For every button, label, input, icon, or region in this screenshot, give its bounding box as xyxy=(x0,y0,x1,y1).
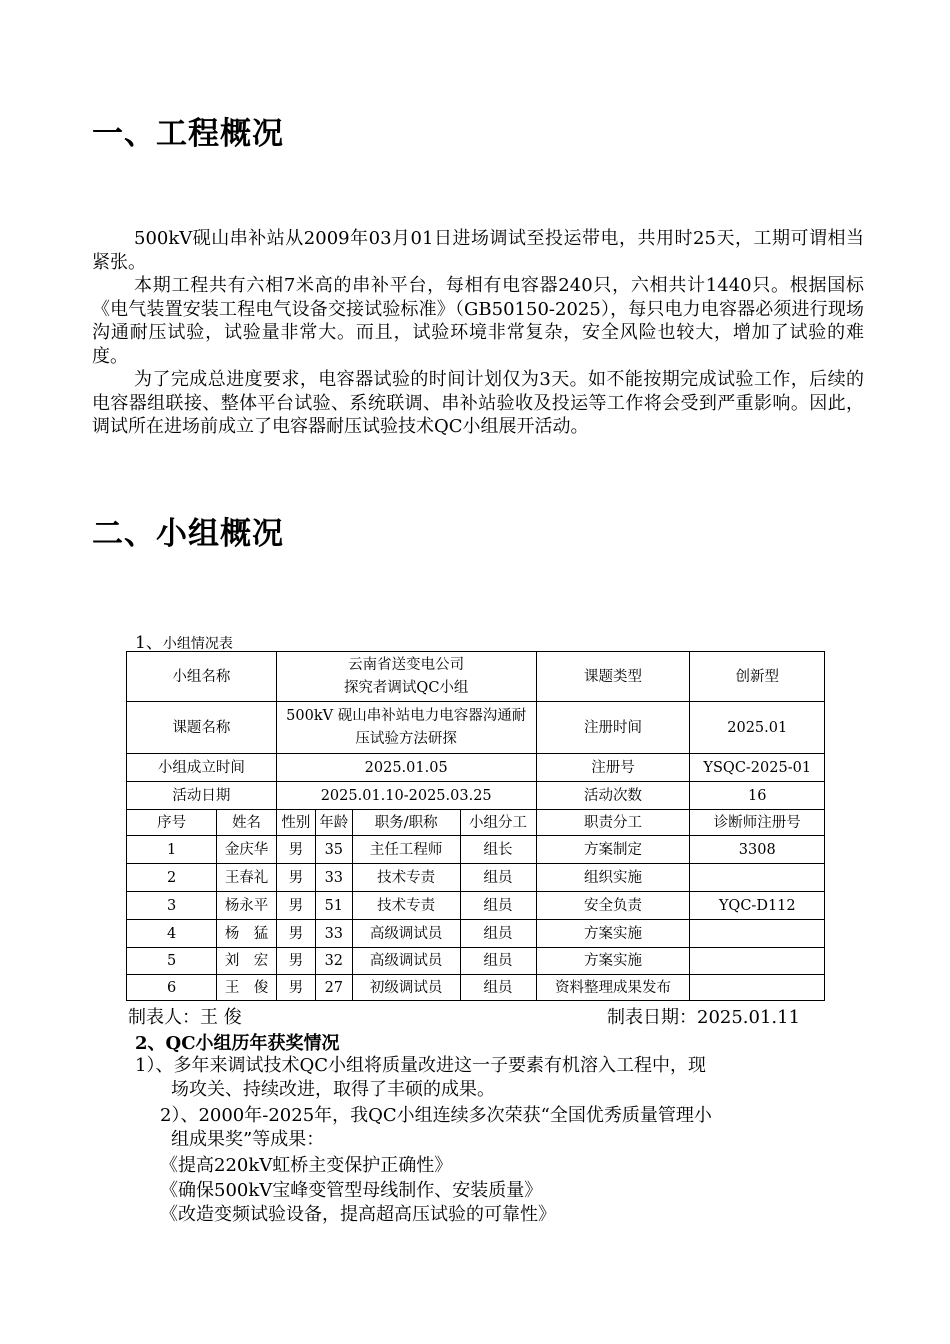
table-cell: 组员 xyxy=(460,864,536,892)
reg-no-value: YSQC-2025-01 xyxy=(690,754,825,782)
table-cell: 王春礼 xyxy=(217,864,277,892)
paragraph: 本期工程共有六相7米高的串补平台，每相有电容器240只，六相共计1440只。根据国标《电气装置安装工程电气设备交接试验标准》（GB50150-2025），每只电力电容器必须进行现场沟通耐压试验，试验量非常大。而且，试验环境非常复杂，安全风险也较大，增加了试验的难度。 xyxy=(92,275,864,367)
awards-item-1-line-1: 1）、多年来调试技术QC小组将质量改进这一子要素有机溶入工程中，现 xyxy=(135,1055,706,1076)
table-cell: 男 xyxy=(276,892,315,920)
activity-date-label: 活动日期 xyxy=(127,782,277,810)
table-row xyxy=(127,782,825,810)
group-name-line: 云南省送变电公司 xyxy=(348,656,465,673)
founded-value: 2025.01.05 xyxy=(276,754,536,782)
table-cell: 王 俊 xyxy=(217,975,277,1001)
member-row xyxy=(127,948,825,975)
table-cell: 资料整理成果发布 xyxy=(536,975,690,1001)
table-row xyxy=(127,754,825,782)
table-cell: 技术专责 xyxy=(352,864,460,892)
paragraph: 为了完成总进度要求，电容器试验的时间计划仅为3天。如不能按期完成试验工作，后续的电容器组联接、整体平台试验、系统联调、串补站验收及投运等工作将会受到严重影响。因此，调试所在进场前成立了电容器耐压试验技术QC小组展开活动。 xyxy=(92,369,864,437)
award-title: 《确保500kV宝峰变管型母线制作、安装质量》 xyxy=(160,1180,543,1201)
group-name-value xyxy=(276,652,536,702)
table-cell: 组长 xyxy=(460,836,536,864)
table-cell: 技术专责 xyxy=(352,892,460,920)
table-caption xyxy=(135,628,233,653)
member-header-row xyxy=(127,810,825,836)
table-cell xyxy=(690,975,825,1001)
table-cell: 33 xyxy=(315,864,352,892)
table-cell: 金庆华 xyxy=(217,836,277,864)
prepared-by: 制表人：王 俊 xyxy=(128,1007,242,1028)
table-cell: 组员 xyxy=(460,948,536,975)
table-cell: 组员 xyxy=(460,892,536,920)
table-cell: 组员 xyxy=(460,920,536,948)
table-cell: 高级调试员 xyxy=(352,920,460,948)
group-info-table xyxy=(126,651,825,1001)
table-cell: 方案制定 xyxy=(536,836,690,864)
section-title-project-overview: 一、工程概况 xyxy=(92,116,284,152)
member-row xyxy=(127,892,825,920)
table-cell xyxy=(690,948,825,975)
table-cell: 35 xyxy=(315,836,352,864)
paragraph: 500kV砚山串补站从2009年03月01日进场调试至投运带电，共用时25天，工期可谓相当紧张。 xyxy=(92,228,864,273)
founded-label: 小组成立时间 xyxy=(127,754,277,782)
table-row xyxy=(127,652,825,702)
reg-time-value: 2025.01 xyxy=(690,702,825,754)
table-cell: 安全负责 xyxy=(536,892,690,920)
awards-item-2-line-1: 2）、2000年-2025年，我QC小组连续多次荣获“全国优秀质量管理小 xyxy=(160,1105,712,1126)
table-cell: 5 xyxy=(127,948,217,975)
table-cell: 32 xyxy=(315,948,352,975)
table-caption-number: 1、 xyxy=(135,633,163,653)
table-cell: 6 xyxy=(127,975,217,1001)
prepared-date: 制表日期：2025.01.11 xyxy=(607,1007,801,1028)
topic-name-line: 500kV 砚山串补站电力电容器沟通耐 xyxy=(286,707,527,724)
activity-date-value: 2025.01.10-2025.03.25 xyxy=(276,782,536,810)
table-cell: 男 xyxy=(276,864,315,892)
table-cell: 高级调试员 xyxy=(352,948,460,975)
topic-name-line: 压试验方法研探 xyxy=(355,730,457,747)
topic-type-label: 课题类型 xyxy=(536,652,690,702)
table-cell: 男 xyxy=(276,836,315,864)
table-cell: 初级调试员 xyxy=(352,975,460,1001)
table-row xyxy=(127,702,825,754)
column-header: 职务/职称 xyxy=(352,810,460,836)
table-cell: 33 xyxy=(315,920,352,948)
member-row xyxy=(127,920,825,948)
table-cell xyxy=(690,920,825,948)
table-cell: 方案实施 xyxy=(536,948,690,975)
table-cell: 主任工程师 xyxy=(352,836,460,864)
column-header: 职责分工 xyxy=(536,810,690,836)
topic-name-label: 课题名称 xyxy=(127,702,277,754)
awards-subtitle: 2、QC小组历年获奖情况 xyxy=(135,1033,340,1054)
member-row xyxy=(127,836,825,864)
table-cell: 3 xyxy=(127,892,217,920)
table-cell: 51 xyxy=(315,892,352,920)
table-cell: 2 xyxy=(127,864,217,892)
table-cell: 男 xyxy=(276,920,315,948)
column-header: 诊断师注册号 xyxy=(690,810,825,836)
table-cell: 1 xyxy=(127,836,217,864)
table-cell: 4 xyxy=(127,920,217,948)
table-cell: 方案实施 xyxy=(536,920,690,948)
table-cell: 组织实施 xyxy=(536,864,690,892)
column-header: 性别 xyxy=(276,810,315,836)
table-caption-text: 小组情况表 xyxy=(162,636,233,652)
section-title-group-overview: 二、小组概况 xyxy=(92,516,284,552)
reg-time-label: 注册时间 xyxy=(536,702,690,754)
topic-name-value xyxy=(276,702,536,754)
table-cell: 杨永平 xyxy=(217,892,277,920)
column-header: 序号 xyxy=(127,810,217,836)
table-cell: 27 xyxy=(315,975,352,1001)
member-row xyxy=(127,975,825,1001)
table-cell xyxy=(690,864,825,892)
table-cell: YQC-D112 xyxy=(690,892,825,920)
project-overview-body xyxy=(92,227,864,439)
awards-item-1-line-2: 场攻关、持续改进，取得了丰硕的成果。 xyxy=(171,1079,495,1100)
table-cell: 3308 xyxy=(690,836,825,864)
awards-item-2-line-2: 组成果奖”等成果： xyxy=(171,1129,325,1150)
group-name-label: 小组名称 xyxy=(127,652,277,702)
member-row xyxy=(127,864,825,892)
table-cell: 男 xyxy=(276,948,315,975)
award-title: 《改造变频试验设备，提高超高压试验的可靠性》 xyxy=(160,1204,556,1225)
table-cell: 男 xyxy=(276,975,315,1001)
table-cell: 组员 xyxy=(460,975,536,1001)
topic-type-value: 创新型 xyxy=(690,652,825,702)
activity-count-label: 活动次数 xyxy=(536,782,690,810)
award-title: 《提高220kV虹桥主变保护正确性》 xyxy=(160,1155,453,1176)
reg-no-label: 注册号 xyxy=(536,754,690,782)
table-cell: 杨 猛 xyxy=(217,920,277,948)
column-header: 年龄 xyxy=(315,810,352,836)
column-header: 姓名 xyxy=(217,810,277,836)
column-header: 小组分工 xyxy=(460,810,536,836)
group-name-line: 探究者调试QC小组 xyxy=(343,679,469,696)
activity-count-value: 16 xyxy=(690,782,825,810)
table-cell: 刘 宏 xyxy=(217,948,277,975)
